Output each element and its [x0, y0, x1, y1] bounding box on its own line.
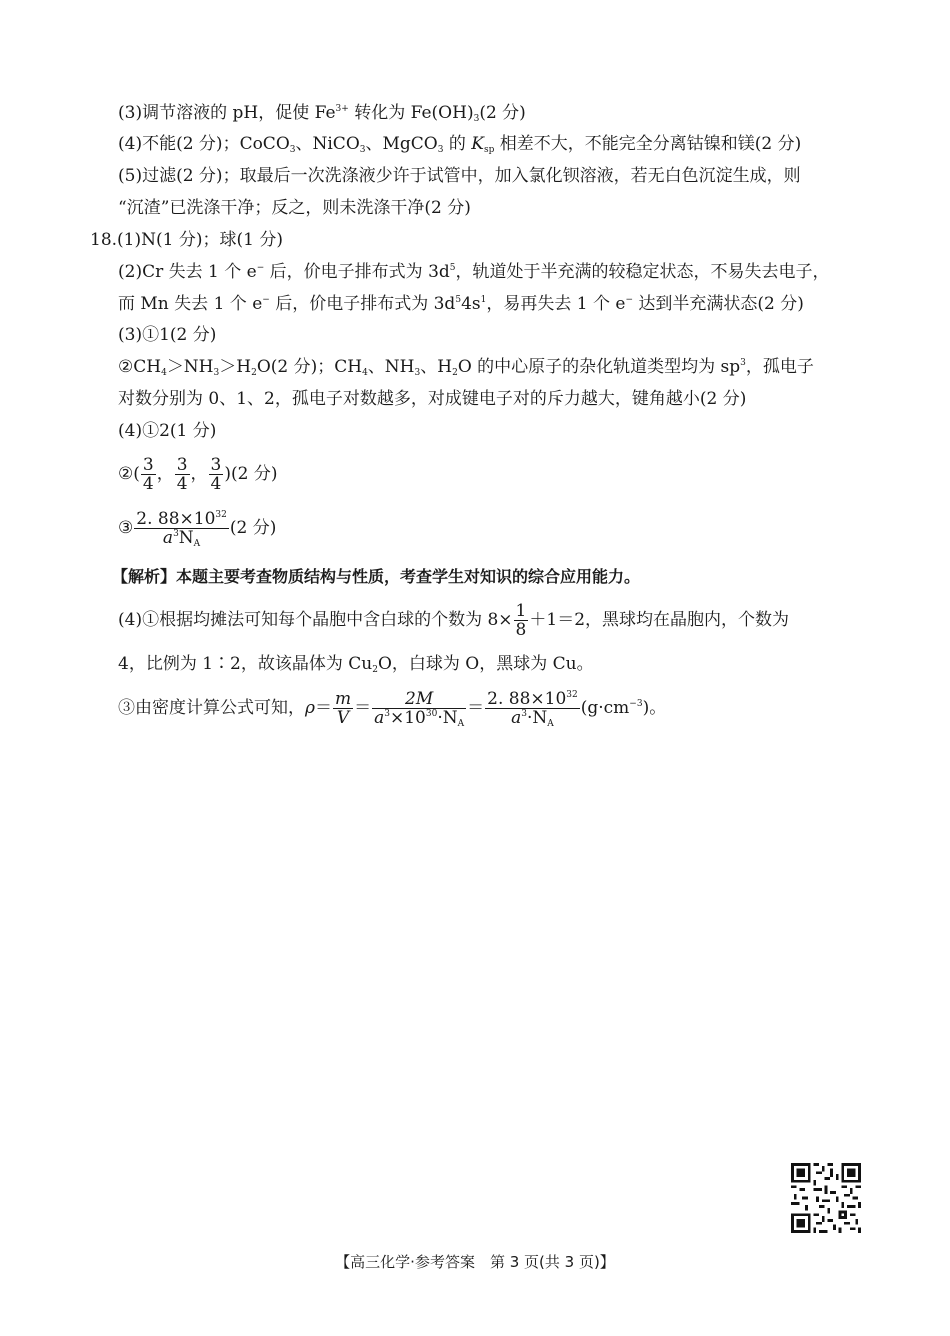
fraction-2m: $\frac{2M}{a^3\times 10^{30}\cdot N_A}$ — [374, 689, 465, 729]
analysis-title: 【解析】本题主要考查物质结构与性质，考查学生对知识的综合应用能力。 — [112, 567, 641, 586]
answer-18-4-3: ③ $\frac{2. 88\times 10^{32}}{a^3N_A}$ (2 分) — [118, 509, 277, 549]
answer-18-3-2-line1: $②CH_4>NH_3>H_2O(2$ 分)；$CH_4$、$NH_3$、$H_2O$ 的中心原子的杂化轨道类型均为 $sp^3$，孤电子 — [118, 357, 814, 378]
answer-18-2-line2: 而 Mn 失去 1 个 e− 后，价电子排布式为 $3d^54s^1$，易再失去 1 个 e− 达到半充满状态(2 分) — [118, 294, 804, 314]
analysis-line1: (4)①根据均摊法可知每个晶胞中含白球的个数为 8× $\frac{1}{8}$ ＋1＝2，黑球均在晶胞内，个数为 — [118, 601, 790, 640]
fraction: $\frac{3}{4}$ — [176, 455, 188, 494]
answer-18-2-line1: (2)Cr 失去 1 个 e− 后，价电子排布式为 $3d^5$，轨道处于半充满的较稳定状态，不易失去电子， — [118, 262, 830, 282]
answer-17-5-line1: (5)过滤(2 分)；取最后一次洗涤液少许于试管中，加入氯化钡溶液，若无白色沉淀生成，则 — [118, 166, 801, 186]
page-footer: 【高三化学·参考答案 第 3 页(共 3 页)】 — [335, 1253, 615, 1271]
analysis-line2: 4，比例为 1∶2，故该晶体为 $Cu_2O$，白球为 O，黑球为 Cu。 — [118, 654, 594, 675]
answer-18-3-1: (3)①1(2 分) — [118, 325, 217, 345]
answer-17-5-line2: “沉渣”已洗涤干净；反之，则未洗涤干净(2 分) — [118, 198, 471, 218]
fraction: $\frac{1}{8}$ — [515, 601, 527, 640]
answer-18-3-2-line2: 对数分别为 0、1、2，孤电子对数越多，对成键电子对的斥力越大，键角越小(2 分) — [118, 389, 747, 409]
answer-17-4: (4)不能(2 分)；CoCO$_3$、NiCO$_3$、MgCO$_3$ 的 $K_{sp}$ 相差不大，不能完全分离钴镍和镁(2 分) — [118, 134, 802, 155]
fraction: $\frac{3}{4}$ — [142, 455, 154, 494]
answer-18-4-1: (4)①2(1 分) — [118, 421, 217, 441]
answer-18-4-2: ②( $\frac{3}{4}$ ， $\frac{3}{4}$ ， $\frac{3}{4}$ )(2 分) — [118, 455, 278, 494]
fraction: $\frac{3}{4}$ — [210, 455, 222, 494]
fraction-m-over-v: $\frac{m}{V}$ — [335, 689, 352, 728]
answer-18-1: 18.(1)N(1 分)；球(1 分) — [90, 230, 283, 250]
density-fraction: $\frac{2. 88\times 10^{32}}{a^3N_A}$ — [136, 509, 227, 549]
qr-code-icon — [791, 1163, 861, 1233]
analysis-line3: ③由密度计算公式可知，ρ＝ $\frac{m}{V}$ ＝ $\frac{2M}{a^3\times 10^{30}\cdot N_A}$ ＝ $\frac{2. 88\times 10^{32}}{a^3\cdot N_A}$ $(g\cdot cm^{-3})$。 — [118, 689, 667, 729]
fraction-density: $\frac{2. 88\times 10^{32}}{a^3\cdot N_A}$ — [487, 689, 578, 729]
answer-17-3: (3)调节溶液的 pH，促使 $Fe^{3+}$ 转化为 $Fe(OH)_3(2$ 分) — [118, 103, 526, 124]
